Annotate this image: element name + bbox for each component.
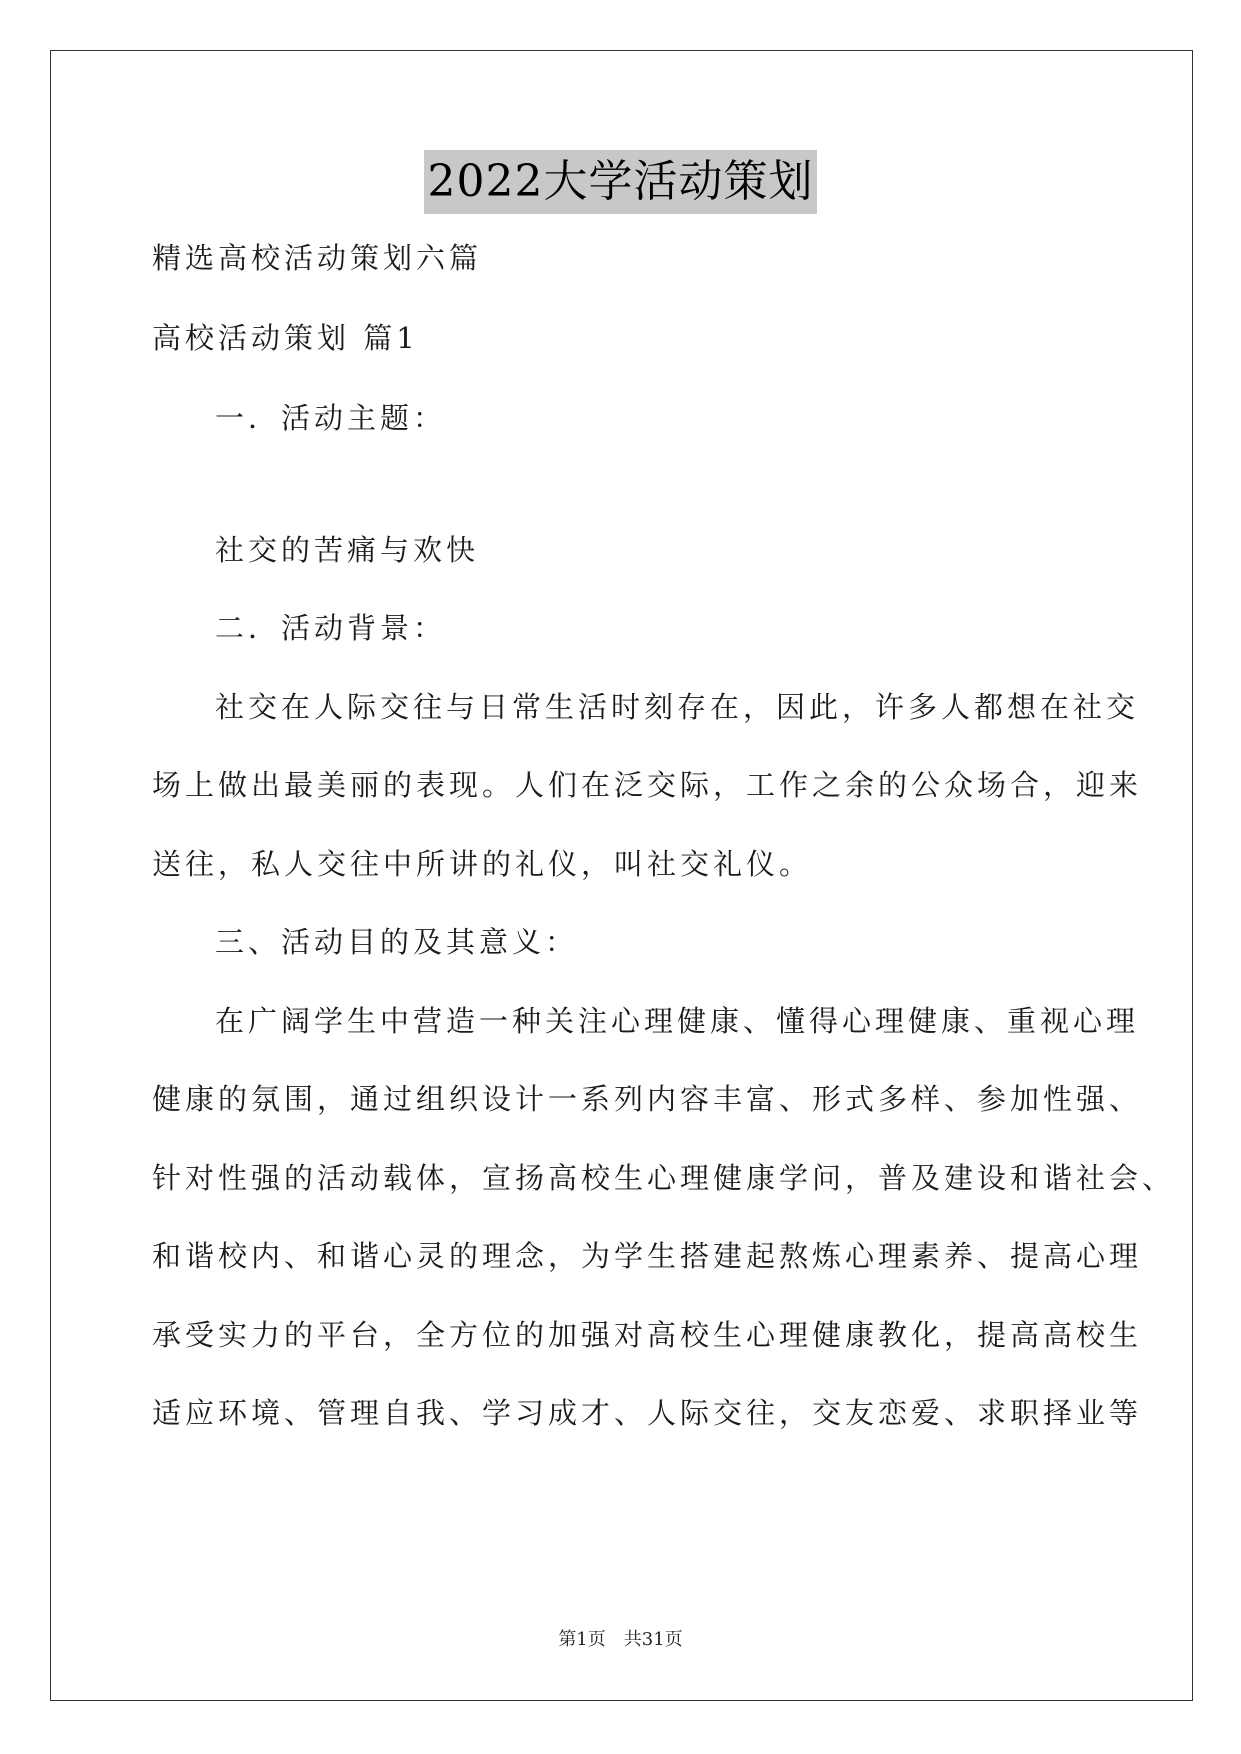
paragraph-line: 在广阔学生中营造一种关注心理健康、懂得心理健康、重视心理 — [215, 1004, 1140, 1038]
paragraph-line: 健康的氛围，通过组织设计一系列内容丰富、形式多样、参加性强、 — [152, 1082, 1143, 1116]
heading-background: 二．活动背景： — [215, 611, 447, 645]
subtitle: 精选高校活动策划六篇 — [152, 241, 483, 275]
paragraph-line: 承受实力的平台，全方位的加强对高校生心理健康教化，提高高校生 — [152, 1318, 1143, 1352]
paragraph-line: 和谐校内、和谐心灵的理念，为学生搭建起熬炼心理素养、提高心理 — [152, 1239, 1143, 1273]
heading-purpose: 三、活动目的及其意义： — [215, 925, 579, 959]
title-container — [0, 150, 1241, 214]
paragraph-line: 适应环境、管理自我、学习成才、人际交往，交友恋爱、求职择业等 — [152, 1396, 1143, 1430]
paragraph-line: 社交的苦痛与欢快 — [215, 533, 480, 567]
heading-theme: 一．活动主题： — [215, 401, 447, 435]
page-footer: 第1页 共31页 — [558, 1629, 683, 1650]
section-heading: 高校活动策划 篇1 — [152, 321, 419, 355]
paragraph-line: 社交在人际交往与日常生活时刻存在，因此，许多人都想在社交 — [215, 690, 1140, 724]
paragraph-line: 场上做出最美丽的表现。人们在泛交际，工作之余的公众场合，迎来 — [152, 768, 1143, 802]
paragraph-line: 送往，私人交往中所讲的礼仪，叫社交礼仪。 — [152, 847, 813, 881]
paragraph-line: 针对性强的活动载体，宣扬高校生心理健康学问，普及建设和谐社会、 — [152, 1161, 1176, 1195]
document-title: 2022大学活动策划 — [424, 150, 818, 214]
